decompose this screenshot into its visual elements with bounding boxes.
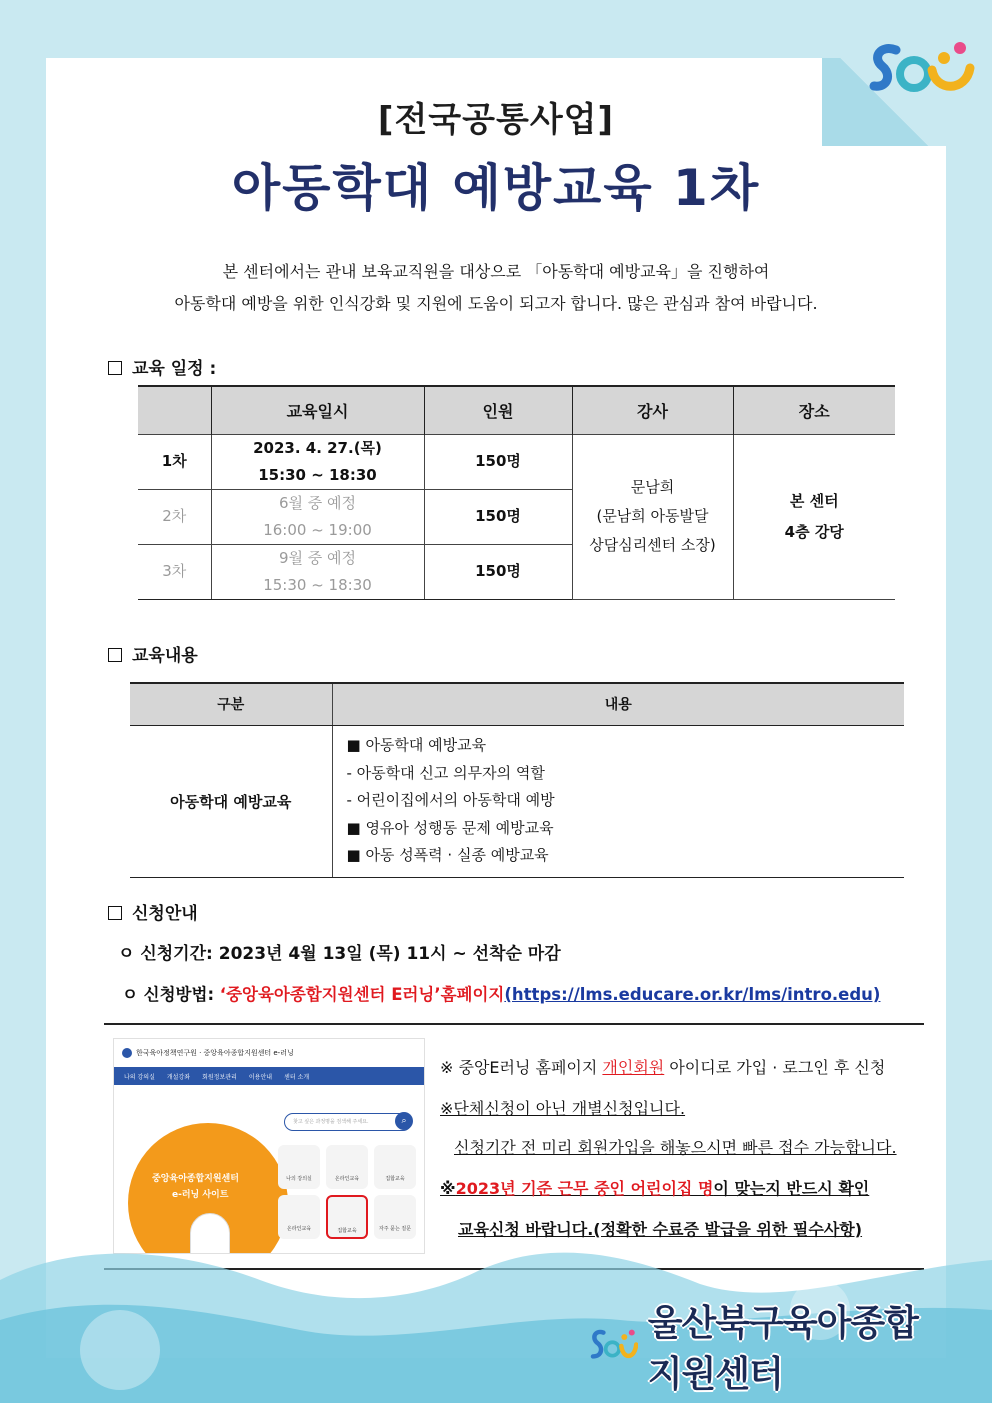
list-item: ■ 영유아 성행동 문제 예방교육 <box>346 818 554 837</box>
screenshot-nav-item: 나의 강의실 <box>124 1073 155 1081</box>
content-heading <box>108 641 198 666</box>
content-cell <box>332 725 904 877</box>
intro-line-2: 아동학대 예방을 위한 인식강화 및 지원에 도움이 되고자 합니다. 많은 관심과 참여 바랍니다. <box>174 294 818 313</box>
note-text: 이 맞는지 반드시 확인 <box>713 1179 870 1198</box>
screenshot-tiles <box>278 1145 418 1239</box>
instructor-line: (문남희 아동발달 <box>596 507 709 525</box>
venue-line: 본 센터 <box>789 491 839 510</box>
screenshot-nav-item: 개설강좌 <box>166 1073 191 1081</box>
table-row <box>130 725 904 877</box>
schedule-heading-text: 교육 일정 : <box>132 359 217 379</box>
category-cell: 아동학대 예방교육 <box>130 725 332 877</box>
screenshot-nav-item: 센터 소개 <box>284 1073 310 1081</box>
date-cell <box>211 544 424 599</box>
note-line-1 <box>440 1058 885 1078</box>
note-text: ※ 중앙E러닝 홈페이지 <box>440 1058 603 1077</box>
date-text: 2023. 4. 27.(목) <box>253 438 382 457</box>
header-venue: 장소 <box>733 386 895 434</box>
schedule-table <box>138 385 895 600</box>
screenshot-brand: 한국육아정책연구원 · 중앙육아종합지원센터 e-러닝 <box>136 1049 294 1057</box>
list-item: ■ 아동학대 예방교육 <box>346 736 487 755</box>
note-highlight: 개인회원 <box>602 1058 665 1077</box>
count-cell: 150명 <box>424 544 572 599</box>
screenshot-search <box>284 1113 412 1131</box>
note-text: 아이디로 가입 · 로그인 후 신청 <box>664 1058 886 1077</box>
screenshot-banner <box>128 1123 288 1254</box>
date-cell <box>211 489 424 544</box>
apply-heading <box>108 899 198 924</box>
screenshot-nav-item: 회원정보관리 <box>202 1073 237 1081</box>
screenshot-banner-line1: 중앙육아종합지원센터 <box>152 1174 239 1184</box>
header-date: 교육일시 <box>211 386 424 434</box>
list-item: ■ 아동 성폭력 · 실종 예방교육 <box>346 846 549 865</box>
round-cell: 2차 <box>138 489 211 544</box>
date-cell <box>211 434 424 489</box>
checkbox-square-icon <box>108 906 122 920</box>
screenshot-search-placeholder: 찾고 싶은 과정명을 검색해 주세요. <box>293 1119 369 1125</box>
screenshot-tile: 자주 묻는 질문 <box>374 1195 416 1239</box>
note-highlight: 2023년 기준 근무 중인 어린이집 명 <box>455 1179 714 1198</box>
header-category: 구분 <box>130 683 332 725</box>
page-title: [전국공통사업] <box>377 100 615 140</box>
note-line-4 <box>440 1179 869 1199</box>
table-row <box>138 434 895 489</box>
intro-line-1: 본 센터에서는 관내 보육교직원을 대상으로 「아동학대 예방교육」을 진행하여 <box>222 262 770 281</box>
venue-cell <box>733 434 895 599</box>
content-heading-text: 교육내용 <box>132 646 198 666</box>
venue-line: 4층 강당 <box>784 522 844 541</box>
count-cell: 150명 <box>424 434 572 489</box>
apply-period: ㅇ 신청기간: 2023년 4월 13일 (목) 11시 ~ 선착순 마감 <box>118 944 561 964</box>
date-text: 9월 중 예정 <box>278 548 357 567</box>
screenshot-tile: 온라인교육 <box>278 1195 320 1239</box>
content-header-row <box>130 683 904 725</box>
instructor-line: 문남희 <box>630 478 675 496</box>
header-count: 인원 <box>424 386 572 434</box>
note-line-5: 교육신청 바랍니다.(정확한 수료증 발급을 위한 필수사항) <box>458 1220 863 1239</box>
note-line-2: ※단체신청이 아닌 개별신청입니다. <box>440 1099 686 1118</box>
count-cell: 150명 <box>424 489 572 544</box>
brand-logo-icon <box>122 1048 132 1058</box>
round-cell: 1차 <box>138 434 211 489</box>
screenshot-tile: 집합교육 <box>374 1145 416 1189</box>
checkbox-square-icon <box>108 361 122 375</box>
note-text: ※ <box>440 1179 456 1198</box>
center-logo-icon <box>590 1318 638 1374</box>
round-cell: 3차 <box>138 544 211 599</box>
apply-method <box>122 981 880 1005</box>
header-blank <box>138 386 211 434</box>
screenshot-nav-item: 이용안내 <box>248 1073 273 1081</box>
instructor-cell <box>572 434 733 599</box>
screenshot-tile: 온라인교육 <box>326 1145 368 1189</box>
apply-method-site: ‘중앙육아종합지원센터 E러닝’홈페이지 <box>219 985 505 1004</box>
time-text: 15:30 ~ 18:30 <box>263 575 372 594</box>
list-item: - 어린이집에서의 아동학대 예방 <box>346 791 555 810</box>
apply-heading-text: 신청안내 <box>132 904 198 924</box>
schedule-header-row <box>138 386 895 434</box>
page-subtitle: 아동학대 예방교육 1차 <box>231 159 761 217</box>
list-item: - 아동학대 신고 의무자의 역할 <box>346 763 545 782</box>
screenshot-banner-line2: e-러닝 사이트 <box>172 1190 229 1200</box>
screenshot-nav <box>114 1067 424 1085</box>
instructor-line: 상담심리센터 소장) <box>589 536 716 554</box>
note-line-3: 신청기간 전 미리 회원가입을 해놓으시면 빠른 접수 가능합니다. <box>454 1138 897 1157</box>
time-text: 16:00 ~ 19:00 <box>263 520 372 539</box>
header-instructor: 강사 <box>572 386 733 434</box>
screenshot-header <box>114 1039 424 1067</box>
checkbox-square-icon <box>108 648 122 662</box>
screenshot-tile: 나의 강의실 <box>278 1145 320 1189</box>
search-icon: ⌕ <box>395 1112 413 1130</box>
apply-method-link[interactable]: (https://lms.educare.or.kr/lms/intro.edu) <box>504 985 881 1004</box>
schedule-heading <box>108 354 216 379</box>
footer-logo <box>590 1303 950 1395</box>
header-content: 내용 <box>332 683 904 725</box>
screenshot-tile: 집합교육 <box>326 1195 368 1239</box>
elearning-screenshot <box>113 1038 425 1254</box>
divider <box>104 1023 924 1025</box>
apply-method-label: ㅇ 신청방법: <box>122 985 220 1004</box>
content-list <box>333 732 905 870</box>
footer-center-name: 울산북구육아종합지원센터 <box>647 1303 918 1395</box>
date-text: 6월 중 예정 <box>278 493 357 512</box>
time-text: 15:30 ~ 18:30 <box>258 465 377 484</box>
content-table <box>130 682 904 878</box>
